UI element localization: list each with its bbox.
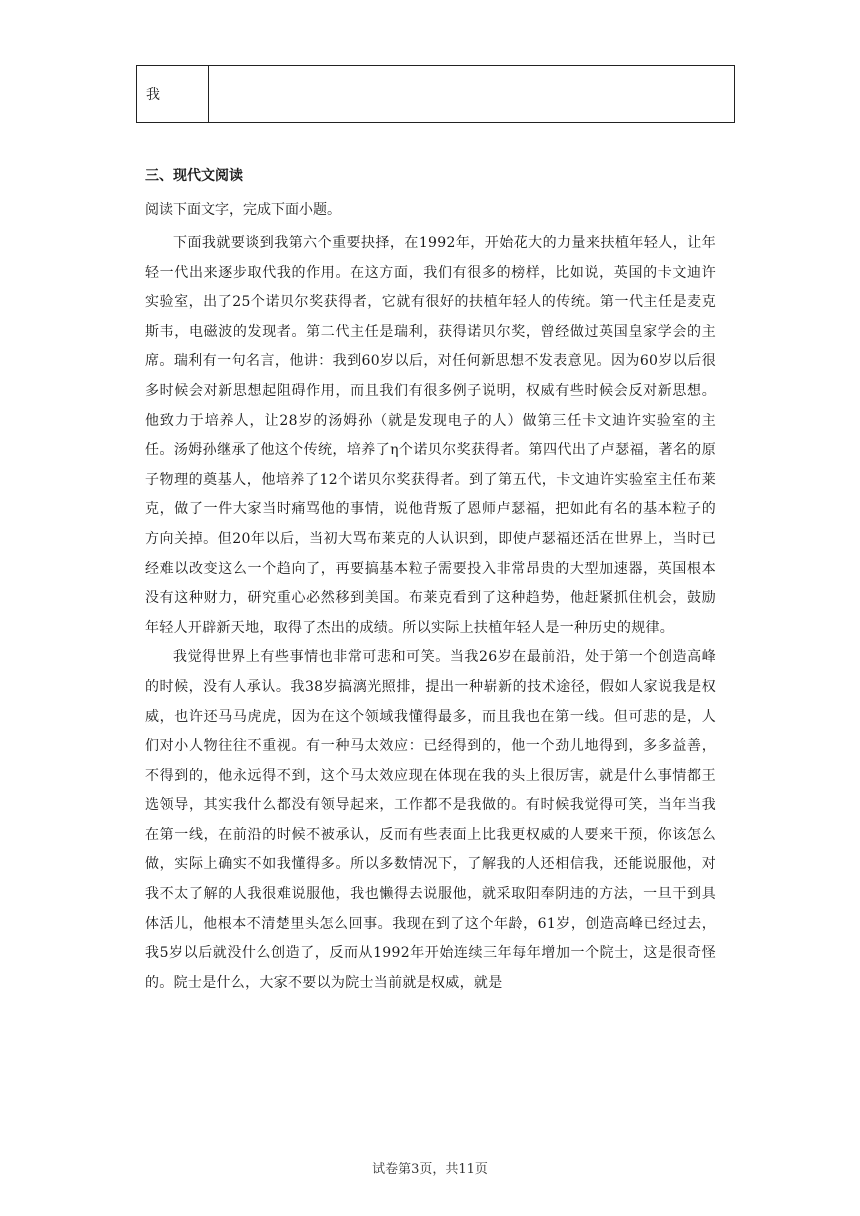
passage-paragraph-2: 我觉得世界上有些事情也非常可悲和可笑。当我26岁在最前沿，处于第一个创造高峰的时候，没有人承认。我38岁搞漓光照排，提出一种崭新的技术途径，假如人家说我是权威，也许还马马虎虎，因为在这个领域我懂得最多，而且我也在第一线。但可悲的是，人们对小人物往往不重视。有一种马太效应：已经得到的，他一个劲儿地得到，多多益善，不得到的，他永远得不到，这个马太效应现在体现在我的头上很厉害，就是什么事情都王选领导，其实我什么都没有领导起来，工作都不是我做的。有时候我觉得可笑，当年当我在第一线，在前沿的时候不被承认，反而有些表面上比我更权威的人要来干预，你该怎么做，实际上确实不如我懂得多。所以多数情况下，了解我的人还相信我，还能说服他，对我不太了解的人我很难说服他，我也懒得去说服他，就采取阳奉阴违的方法，一旦干到具体活儿，他根本不清楚里头怎么回事。我现在到了这个年龄，61岁，创造高峰已经过去，我5岁以后就没什么创造了，反而从1992年开始连续三年每年增加一个院士，这是很奇怪的。院士是什么，大家不要以为院士当前就是权威，就是 xyxy=(145,649,716,991)
page-footer: 试卷第3页，共11页 xyxy=(372,1162,488,1177)
section-title: 三、现代文阅读 xyxy=(145,168,243,184)
reading-instruction: 阅读下面文字，完成下面小题。 xyxy=(145,202,341,218)
passage-paragraph-1: 下面我就要谈到我第六个重要抉择，在1992年，开始花大的力量来扶植年轻人，让年轻一代出来逐步取代我的作用。在这方面，我们有很多的榜样，比如说，英国的卡文迪许实验室，出了25个诺贝尔奖获得者，它就有很好的扶植年轻人的传统。第一代主任是麦克斯韦，电磁波的发现者。第二代主任是瑞利，获得诺贝尔奖，曾经做过英国皇家学会的主席。瑞利有一句名言，他讲：我到60岁以后，对任何新思想不发表意见。因为60岁以后很多时候会对新思想起阻碍作用，而且我们有很多例子说明，权威有些时候会反对新思想。他致力于培养人，让28岁的汤姆孙（就是发现电子的人）做第三任卡文迪许实验室的主任。汤姆孙继承了他这个传统，培养了η个诺贝尔奖获得者。第四代出了卢瑟福，著名的原子物理的奠基人，他培养了12个诺贝尔奖获得者。到了第五代，卡文迪许实验室主任布莱克，做了一件大家当时痛骂他的事情，说他背叛了恩师卢瑟福，把如此有名的基本粒子的方向关掉。但20年以后，当初大骂布莱克的人认识到，即使卢瑟福还活在世界上，当时已经难以改变这么一个趋向了，再要搞基本粒子需要投入非常昂贵的大型加速器，英国根本没有这种财力，研究重心必然移到美国。布莱克看到了这种趋势，他赶紧抓住机会，鼓励年轻人开辟新天地，取得了杰出的成绩。所以实际上扶植年轻人是一种历史的规律。 xyxy=(145,235,716,636)
table-row-label: 我 xyxy=(137,66,209,122)
table-answer-cell[interactable] xyxy=(209,66,734,122)
answer-table xyxy=(136,65,735,123)
reading-passage xyxy=(145,229,716,998)
